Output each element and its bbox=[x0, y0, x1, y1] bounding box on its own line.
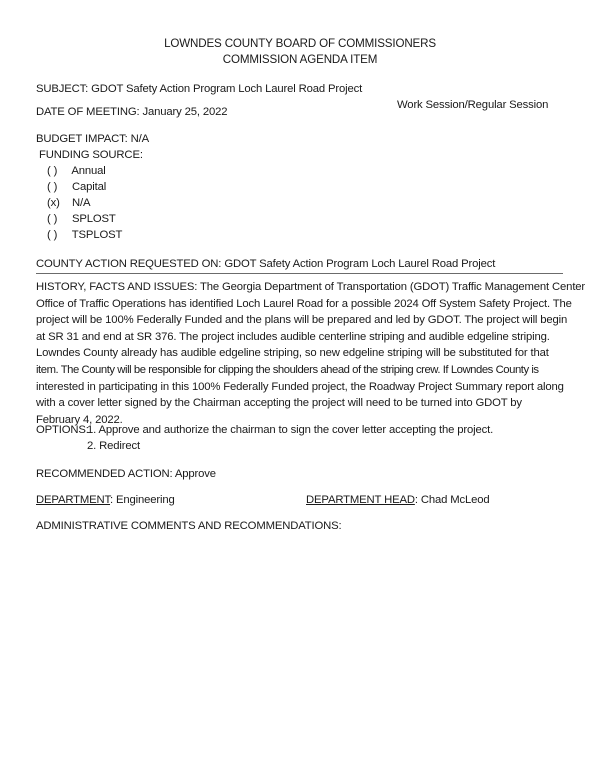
org-title: LOWNDES COUNTY BOARD OF COMMISSIONERS bbox=[164, 37, 436, 50]
budget-impact-value: N/A bbox=[130, 133, 150, 145]
meeting-date-value: January 25, 2022 bbox=[142, 106, 228, 118]
recommended-action-value: Approve bbox=[174, 468, 216, 480]
subject-value: GDOT Safety Action Program Loch Laurel Road Project bbox=[91, 83, 363, 95]
recommended-action-line bbox=[36, 468, 216, 480]
county-action-value: GDOT Safety Action Program Loch Laurel Road Project bbox=[224, 258, 496, 270]
department-head-line bbox=[306, 494, 490, 506]
funding-option-label: Annual bbox=[71, 165, 106, 177]
history-section bbox=[36, 279, 586, 428]
funding-option-annual bbox=[47, 165, 106, 177]
history-line: Lowndes County already has audible edgeline striping, so new edgeline striping will be substituted for that bbox=[36, 347, 549, 360]
admin-comments-label: ADMINISTRATIVE COMMENTS AND RECOMMENDATIONS: bbox=[36, 520, 342, 532]
funding-source-label: FUNDING SOURCE: bbox=[39, 149, 143, 161]
history-line: project will be 100% Federally Funded and the plans will be prepared and led by GDOT. The project will begin bbox=[36, 314, 568, 327]
history-line: interested in participating in this 100% Federally Funded project, the Roadway Project Summary report along bbox=[36, 380, 564, 393]
checkbox-mark: ( ) bbox=[47, 181, 58, 193]
budget-impact-label: BUDGET IMPACT: bbox=[36, 133, 128, 145]
department-head-label: DEPARTMENT HEAD bbox=[306, 494, 415, 506]
funding-option-splost bbox=[47, 213, 116, 225]
history-line: at SR 31 and end at SR 376. The project includes audible centerline striping and audible edgeline striping. bbox=[36, 330, 550, 343]
department-line bbox=[36, 494, 175, 506]
funding-option-capital bbox=[47, 181, 106, 193]
department-value: : Engineering bbox=[110, 494, 175, 506]
funding-option-na bbox=[47, 197, 90, 209]
budget-impact-line bbox=[36, 133, 149, 145]
section-divider bbox=[36, 273, 563, 274]
county-action-line bbox=[36, 258, 495, 270]
checkbox-mark: ( ) bbox=[47, 165, 58, 177]
funding-option-label: SPLOST bbox=[72, 213, 116, 225]
department-head-value: : Chad McLeod bbox=[414, 494, 490, 506]
meeting-date-line bbox=[36, 106, 227, 118]
history-line: item. The County will be responsible for clipping the shoulders ahead of the striping crew. If Lowndes County is bbox=[36, 363, 539, 376]
recommended-action-label: RECOMMENDED ACTION: bbox=[36, 468, 173, 480]
checkbox-mark: ( ) bbox=[47, 213, 58, 225]
session-type: Work Session/Regular Session bbox=[397, 99, 549, 111]
history-line: February 4, 2022. bbox=[36, 413, 123, 426]
option-item-2: 2. Redirect bbox=[87, 440, 140, 452]
meeting-date-label: DATE OF MEETING: bbox=[36, 106, 140, 118]
doc-type-title: COMMISSION AGENDA ITEM bbox=[222, 53, 378, 66]
subject-line bbox=[36, 83, 362, 95]
history-label: HISTORY, FACTS AND ISSUES: bbox=[36, 281, 198, 293]
option-item-1: 1. Approve and authorize the chairman to sign the cover letter accepting the project. bbox=[87, 424, 494, 436]
checkbox-mark: (x) bbox=[47, 197, 60, 209]
history-line: Office of Traffic Operations has identified Loch Laurel Road for a possible 2024 Off System Safety Project. The bbox=[36, 297, 572, 310]
funding-option-tsplost bbox=[47, 229, 122, 241]
funding-option-label: N/A bbox=[72, 197, 91, 209]
checkbox-mark: ( ) bbox=[47, 229, 58, 241]
funding-option-label: TSPLOST bbox=[71, 229, 123, 241]
history-line: HISTORY, FACTS AND ISSUES: The Georgia Department of Transportation (GDOT) Traffic Management Center bbox=[36, 281, 586, 293]
subject-label: SUBJECT: bbox=[36, 83, 89, 95]
department-label: DEPARTMENT bbox=[36, 494, 111, 506]
funding-option-label: Capital bbox=[72, 181, 107, 193]
county-action-label: COUNTY ACTION REQUESTED ON: bbox=[36, 258, 222, 270]
history-line: with a cover letter signed by the Chairman accepting the project will need to be turned into GDOT by bbox=[36, 397, 522, 410]
options-label: OPTIONS: bbox=[36, 424, 89, 436]
